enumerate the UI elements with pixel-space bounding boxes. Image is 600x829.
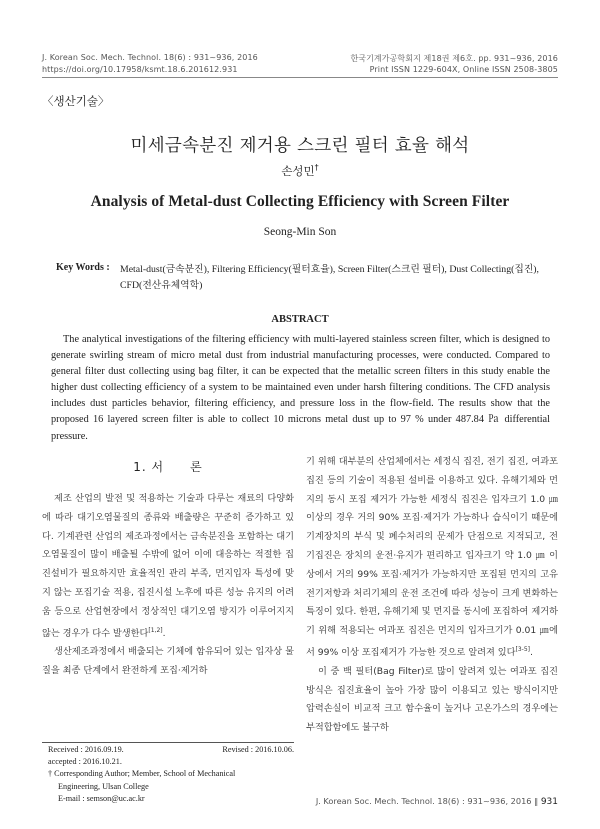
abstract-heading: ABSTRACT xyxy=(271,314,329,325)
keywords-label: Key Words : xyxy=(56,262,110,273)
section-tag: 〈생산기술〉 xyxy=(42,94,110,108)
intro-paragraph-3: 이 중 백 필터(Bag Filter)로 많이 알려져 있는 여과포 집진방식은 집진효율이 높아 가장 많이 이용되고 있는 방식이지만 압력손실이 비교적 크고 함수율이 높거나 고온가스의 경우에는 부적합함에도 불구하 xyxy=(306,665,558,734)
footnote-divider xyxy=(42,742,294,743)
received-date: Received : 2016.09.19. xyxy=(48,745,124,754)
footnote xyxy=(48,744,294,805)
intro-paragraph-1 xyxy=(42,490,294,643)
doi-link[interactable]: https://doi.org/10.17958/ksmt.18.6.201612.931 xyxy=(42,65,238,74)
issn-info: Print ISSN 1229-604X, Online ISSN 2508-3805 xyxy=(369,65,558,74)
footer-separator: ‖ xyxy=(534,796,539,806)
journal-citation: J. Korean Soc. Mech. Technol. 18(6) : 931~936, 2016 xyxy=(42,53,258,62)
page-number: 931 xyxy=(540,797,558,807)
sentence-end: . xyxy=(162,627,166,639)
keywords-text: Metal-dust(금속분진), Filtering Efficiency(필터효율), Screen Filter(스크린 필터), Dust Collecting(집진), CFD(전산유체역학) xyxy=(120,264,540,291)
footnote-dates xyxy=(48,744,294,756)
paper-title-korean: 미세금속분진 제거용 스크린 필터 효율 해석 xyxy=(130,136,470,156)
revised-date: Revised : 2016.10.06. xyxy=(222,745,294,754)
intro-paragraph-1-text: 제조 산업의 발전 및 적용하는 기술과 다루는 재료의 다양화에 따라 대기오염물질의 종류와 배출량은 꾸준히 증가하고 있다. 기계관련 산업의 제조과정에서는 금속분진을 포함하는 대기오염물질이 많이 배출될 수밖에 없어 이에 대응하는 적절한 집진설비가 필요하지만 효율적인 관리 부족, 먼지입자 특성에 맞지 않는 포집기술 적용, 집진시설 노후에 따른 성능 유지의 어려움 등으로 산업현장에서 정상적인 대기오염 방지가 이루어지지 않는 경우가 다수 발생한다 xyxy=(42,493,294,639)
intro-paragraph-continued-text: 기 위해 대부분의 산업체에서는 세정식 집진, 전기 집진, 여과포 집진 등의 기술이 적용된 설비를 이용하고 있다. 유해기체와 먼지의 동시 포집 제거가 가능한 세정식 집진은 입자크기 1.0 ㎛ 이상의 경우 거의 90% 포집·제거가 가능하나 습식이기 때문에 기계장치의 부식 및 폐수처리의 문제가 단점으로 지적되고, 전기집진은 장치의 운전·유지가 편리하고 입자크기 약 1.0 ㎛ 이상에서 거의 99% 포집·제거가 가능하지만 포집된 먼지의 고유전기저항과 처리기체의 운전 조건에 따라 성능이 크게 변화하는 특징이 있다. 한편, 유해기체 및 먼지를 동시에 포집하여 제거하기 위해 적용되는 여과포 집진은 먼지의 입자크기가 0.01 ㎛에서 99% 이상 포집제거가 가능한 것으로 알려져 있다 xyxy=(306,456,558,659)
corresponding-affiliation: Engineering, Ulsan College xyxy=(58,781,149,791)
sentence-end: . xyxy=(529,647,533,659)
author-korean xyxy=(0,163,600,179)
header-divider xyxy=(42,77,558,78)
intro-paragraph-2: 생산제조과정에서 배출되는 기체에 함유되어 있는 입자상 물질을 최종 단계에서 완전하게 포집·제거하 xyxy=(42,646,294,677)
corresponding-author-mark: † xyxy=(314,163,319,173)
author-email[interactable]: E-mail : semson@uc.ac.kr xyxy=(58,793,145,803)
left-column xyxy=(42,490,294,681)
section-heading-introduction: 1. 서 론 xyxy=(133,460,203,474)
paper-title-english: Analysis of Metal-dust Collecting Efficiency with Screen Filter xyxy=(90,193,510,210)
accepted-date: accepted : 2016.10.21. xyxy=(48,757,122,767)
citation-ref[interactable]: [1,2] xyxy=(148,626,163,634)
author-name-korean: 손성민 xyxy=(281,164,315,178)
footer-citation: J. Korean Soc. Mech. Technol. 18(6) : 931~936, 2016 xyxy=(315,796,532,806)
intro-paragraph-continued xyxy=(306,453,558,663)
citation-ref[interactable]: [3-5] xyxy=(515,645,530,653)
abstract-body: The analytical investigations of the filtering efficiency with multi-layered stainless screen filter, which is designed to generate swirling stream of micro metal dust from industrial manufacturing processes, were conducted. Compared to general filter dust collecting using bag filter, it can be expected that the metallic screen filters in this study enable the higher dust collecting efficiency of a system to be maintained even under harsh filtering conditions. The CFD analysis includes dust particles behavior, filtering efficiency, and pressure loss in the flow-field. The results show that the proposed 16 layered screen filter is able to collect 10 microns metal dust up to 97 % under 487.84 ㎩ differential pressure. xyxy=(51,334,550,442)
right-column xyxy=(306,453,558,738)
page-footer xyxy=(306,796,558,807)
author-english: Seong-Min Son xyxy=(263,226,337,238)
corresponding-author: † Corresponding Author; Member, School of Mechanical xyxy=(48,769,236,779)
journal-citation-korean: 한국기계가공학회지 제18권 제6호. pp. 931~936, 2016 xyxy=(350,54,558,63)
